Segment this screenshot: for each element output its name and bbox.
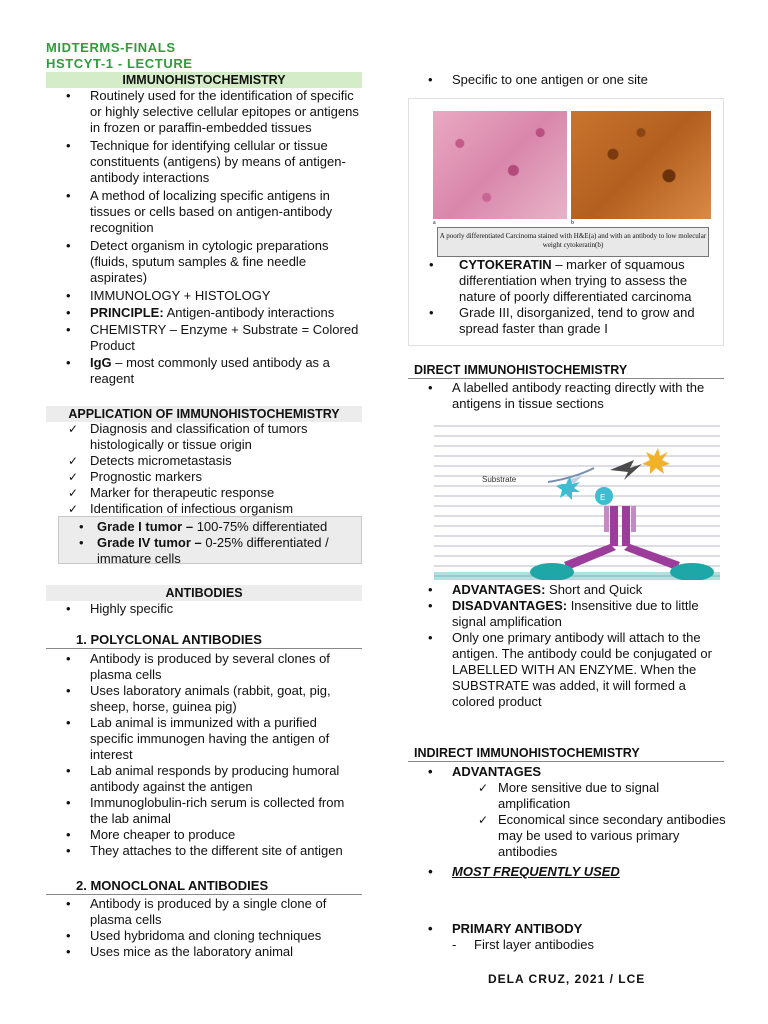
list-item: • Detect organism in cytologic preparations (fluids, sputum samples & fine needle aspirates): [46, 238, 362, 286]
cytokeratin-list: [409, 257, 723, 337]
list-item-chemistry: • CHEMISTRY – Enzyme + Substrate = Colored Product: [46, 322, 362, 354]
advantages-item: • ADVANTAGES: Short and Quick: [408, 582, 728, 598]
list-item: ✓ Marker for therapeutic response: [46, 485, 362, 501]
figure-label-b: b: [571, 220, 574, 226]
list-item: • IMMUNOLOGY + HISTOLOGY: [46, 288, 362, 304]
figure-label-a: a: [433, 220, 436, 226]
section-title-application: APPLICATION OF IMMUNOHISTOCHEMISTRY: [46, 406, 362, 422]
list-item: • Lab animal is immunized with a purified specific immunogen having the antigen of interest: [46, 715, 362, 763]
header-line2: HSTCYT-1 - LECTURE: [46, 56, 193, 71]
cytokeratin-stain-image: [571, 111, 711, 219]
figure-frame: [408, 98, 724, 346]
list-item: ✓ More sensitive due to signal amplification: [408, 780, 728, 812]
list-item: • More cheaper to produce: [46, 827, 362, 843]
indirect-advantages: • ADVANTAGES: [408, 764, 728, 780]
enzyme-label: E: [600, 493, 606, 502]
list-item: • They attaches to the different site of antigen: [46, 843, 362, 859]
list-item: ✓ Economical since secondary antibodies may be used to various primary antibodies: [408, 812, 728, 860]
list-item-igg: • IgG – most commonly used antibody as a reagent: [46, 355, 362, 387]
reaction-arrow: [610, 460, 642, 480]
first-layer-item: - First layer antibodies: [452, 937, 594, 952]
list-item: • Specific to one antigen or one site: [408, 72, 728, 88]
direct-title: DIRECT IMMUNOHISTOCHEMISTRY: [414, 363, 628, 377]
grade3-item: • Grade III, disorganized, tend to grow and spread faster than grade I: [409, 305, 723, 337]
substrate-label: Substrate: [482, 475, 517, 484]
ihc-list: [46, 88, 362, 387]
application-list: [46, 421, 362, 517]
disadvantages-item: • DISADVANTAGES: Insensitive due to little signal amplification: [408, 598, 728, 630]
grade-box: [58, 516, 362, 564]
antibodies-list: [46, 601, 362, 617]
direct-advantages-list: [408, 582, 728, 710]
divider: [46, 894, 362, 895]
section-title-antibodies: ANTIBODIES: [46, 585, 362, 601]
list-item: • A labelled antibody reacting directly with the antigens in tissue sections: [408, 380, 728, 412]
antibody-light-chain-right: [631, 506, 636, 532]
cytokeratin-item: • CYTOKERATIN – marker of squamous differentiation when trying to assess the nature of poorly differentiated carcinoma: [409, 257, 723, 305]
poly-title: 1. POLYCLONAL ANTIBODIES: [76, 632, 262, 647]
mono-list: [46, 896, 362, 960]
grade1-item: • Grade I tumor – 100-75% differentiated: [59, 519, 361, 535]
list-item: • Uses laboratory animals (rabbit, goat, pig, sheep, horse, guinea pig): [46, 683, 362, 715]
list-item: • Highly specific: [46, 601, 362, 617]
figure-caption: A poorly differentiated Carcinoma stained with H&E(a) and with an antibody to low molecular weight cytokeratin(b): [437, 227, 709, 257]
divider: [408, 378, 724, 379]
list-item: • A method of localizing specific antigens in tissues or cells based on antigen-antibody recognition: [46, 188, 362, 236]
antibody-light-chain-left: [604, 506, 609, 532]
antibody-heavy-chain-left: [610, 506, 618, 546]
direct-list: [408, 380, 728, 412]
mono-title: 2. MONOCLONAL ANTIBODIES: [76, 878, 269, 893]
list-item: • Technique for identifying cellular or tissue constituents (antigens) by means of antigen-antibody interactions: [46, 138, 362, 186]
tissue-base: [434, 572, 720, 580]
list-item: ✓ Identification of infectious organism: [46, 501, 362, 517]
list-item: • Antibody is produced by several clones of plasma cells: [46, 651, 362, 683]
section-title-ihc: IMMUNOHISTOCHEMISTRY: [46, 72, 362, 88]
specific-list: [408, 72, 728, 88]
footer: DELA CRUZ, 2021 / LCE: [488, 972, 646, 986]
grade4-item: • Grade IV tumor – 0-25% differentiated / immature cells: [59, 535, 361, 567]
list-item: • Lab animal responds by producing humoral antibody against the antigen: [46, 763, 362, 795]
list-item: • Immunoglobulin-rich serum is collected from the lab animal: [46, 795, 362, 827]
list-item: • Only one primary antibody will attach to the antigen. The antibody could be conjugated or LABELLED WITH AN ENZYME. When the SUBSTRATE was added, it will formed a colored product: [408, 630, 728, 710]
list-item: • Routinely used for the identification of specific or highly selective cellular epitopes or antigens in frozen or paraffin-embedded tissues: [46, 88, 362, 136]
list-item: • Antibody is produced by a single clone of plasma cells: [46, 896, 362, 928]
diagram-svg: [434, 422, 720, 580]
primary-antibody: • PRIMARY ANTIBODY: [408, 921, 728, 937]
list-item: ✓ Prognostic markers: [46, 469, 362, 485]
list-item: • Uses mice as the laboratory animal: [46, 944, 362, 960]
list-item: ✓ Diagnosis and classification of tumors histologically or tissue origin: [46, 421, 362, 453]
direct-ihc-diagram: [434, 422, 720, 580]
divider: [46, 648, 362, 649]
list-item-principle: • PRINCIPLE: Antigen-antibody interactions: [46, 305, 362, 321]
divider: [408, 761, 724, 762]
colored-product-star: [642, 448, 670, 474]
tissue-lines: [434, 426, 720, 576]
antibody-heavy-chain-right: [622, 506, 630, 546]
he-stain-image: [433, 111, 567, 219]
primary-antibody-list: [408, 921, 728, 953]
header-line1: MIDTERMS-FINALS: [46, 40, 176, 55]
indirect-list: [408, 764, 728, 880]
indirect-title: INDIRECT IMMUNOHISTOCHEMISTRY: [414, 746, 640, 760]
list-item: • Used hybridoma and cloning techniques: [46, 928, 362, 944]
poly-list: [46, 651, 362, 859]
list-item: ✓ Detects micrometastasis: [46, 453, 362, 469]
most-frequently-used: • MOST FREQUENTLY USED: [408, 864, 728, 880]
